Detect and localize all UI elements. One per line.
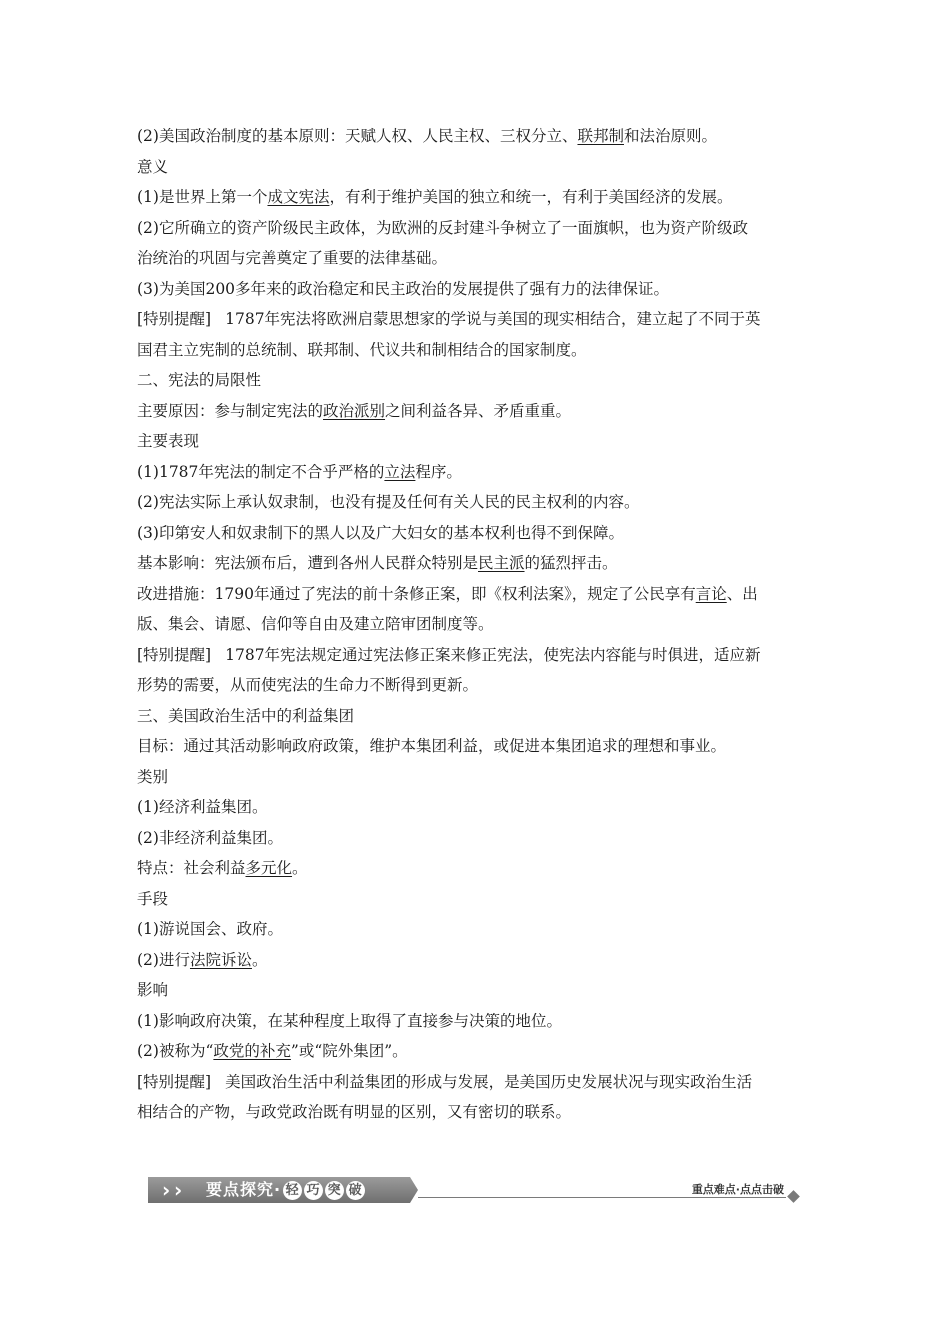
text-line: 形势的需要，从而使宪法的生命力不断得到更新。 <box>137 676 479 694</box>
underlined-term: 成文宪法 <box>267 188 330 206</box>
text-line: 改进措施：1790年通过了宪法的前十条修正案，即《权利法案》，规定了公民享有言论、出 <box>137 584 758 603</box>
chevron-right-icon: › <box>162 1178 171 1202</box>
text-line: 相结合的产物，与政党政治既有明显的区别，又有密切的联系。 <box>137 1103 572 1121</box>
reminder-tag: [特别提醒] <box>137 310 212 328</box>
text-line: (1)1787年宪法的制定不合乎严格的立法程序。 <box>137 462 462 481</box>
chevron-right-icon: › <box>174 1178 183 1202</box>
text-line: (2)宪法实际上承认奴隶制，也没有提及任何有关人民的民主权利的内容。 <box>137 493 640 511</box>
banner-divider <box>418 1197 786 1198</box>
underlined-term: 政党的补充 <box>213 1042 291 1060</box>
reminder-tag: [特别提醒] <box>137 1072 212 1091</box>
underlined-term: 多元化 <box>245 859 293 877</box>
section-label: 影响 <box>137 981 169 999</box>
text-line: 版、集会、请愿、信仰等自由及建立陪审团制度等。 <box>137 615 494 633</box>
reminder-line: [特别提醒] 美国政治生活中利益集团的形成与发展，是美国历史发展状况与现实政治生活 <box>137 1072 753 1091</box>
banner-char-badge: 破 <box>346 1181 365 1200</box>
banner-subtitle: 重点难点·点点击破 <box>691 1183 784 1196</box>
text-line: (1)经济利益集团。 <box>137 798 268 816</box>
text-line: (3)印第安人和奴隶制下的黑人以及广大妇女的基本权利也得不到保障。 <box>137 523 624 542</box>
underlined-term: 立法 <box>384 462 416 481</box>
reminder-tag: [特别提醒] <box>137 645 212 664</box>
banner-char-badge: 巧 <box>304 1181 323 1200</box>
underlined-term: 民主派 <box>478 554 525 572</box>
section-label: 意义 <box>137 157 169 176</box>
underlined-term: 言论 <box>695 584 727 603</box>
diamond-icon <box>787 1190 800 1203</box>
text-line: (2)它所确立的资产阶级民主政体，为欧洲的反封建斗争树立了一面旗帜，也为资产阶级政 <box>137 218 748 237</box>
text-line: 特点：社会利益多元化。 <box>137 859 308 877</box>
section-label: 主要表现 <box>137 432 200 450</box>
section-banner <box>148 1177 798 1203</box>
text-line: (1)是世界上第一个成文宪法，有利于维护美国的独立和统一，有利于美国经济的发展。 <box>137 188 733 206</box>
section-heading: 三、美国政治生活中的利益集团 <box>137 706 355 725</box>
text-line: (1)影响政府决策，在某种程度上取得了直接参与决策的地位。 <box>137 1011 562 1030</box>
reminder-line: [特别提醒] 1787年宪法规定通过宪法修正案来修正宪法，使宪法内容能与时俱进，适应新 <box>137 645 761 664</box>
text-line: 基本影响：宪法颁布后，遭到各州人民群众特别是民主派的猛烈抨击。 <box>137 554 618 572</box>
document-body <box>137 121 817 1128</box>
section-label: 类别 <box>137 767 169 786</box>
reminder-line: [特别提醒] 1787年宪法将欧洲启蒙思想家的学说与美国的现实相结合，建立起了不同于英 <box>137 310 761 328</box>
text-line: (2)被称为“政党的补充”或“院外集团”。 <box>137 1042 408 1060</box>
underlined-term: 政治派别 <box>323 401 386 420</box>
text-line: (3)为美国200多年来的政治稳定和民主政治的发展提供了强有力的法律保证。 <box>137 279 670 298</box>
text-line: (2)美国政治制度的基本原则：天赋人权、人民主权、三权分立、联邦制和法治原则。 <box>137 127 717 145</box>
banner-char-badge: 轻 <box>283 1181 302 1200</box>
text-line: (2)进行法院诉讼。 <box>137 950 268 969</box>
banner-title: 要点探究· 轻 巧 突 破 <box>206 1177 365 1203</box>
text-line: (2)非经济利益集团。 <box>137 828 283 847</box>
underlined-term: 联邦制 <box>577 127 624 145</box>
underlined-term: 法院诉讼 <box>189 950 252 969</box>
section-label: 手段 <box>137 889 169 908</box>
text-line: (1)游说国会、政府。 <box>137 920 283 938</box>
text-line: 治统治的巩固与完善奠定了重要的法律基础。 <box>137 249 448 267</box>
text-line: 目标：通过其活动影响政府政策，维护本集团利益，或促进本集团追求的理想和事业。 <box>137 737 727 755</box>
banner-char-badge: 突 <box>325 1181 344 1200</box>
section-heading: 二、宪法的局限性 <box>137 371 262 389</box>
text-line: 主要原因：参与制定宪法的政治派别之间利益各异、矛盾重重。 <box>137 401 572 420</box>
text-line: 国君主立宪制的总统制、联邦制、代议共和制相结合的国家制度。 <box>137 340 587 359</box>
